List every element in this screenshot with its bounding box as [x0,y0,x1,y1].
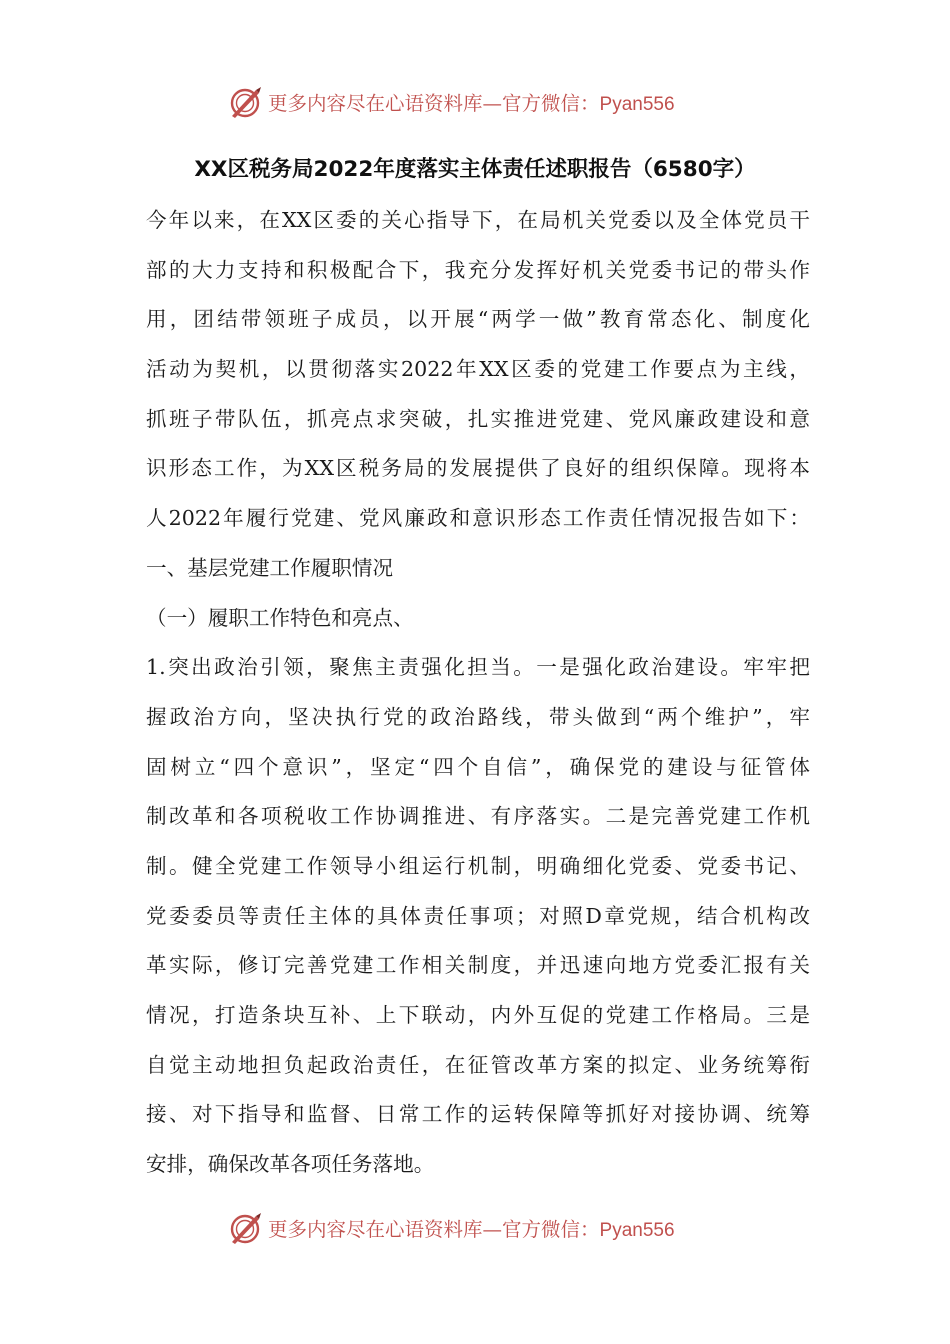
section-heading: 一、基层党建工作履职情况 [146,555,394,580]
wechat-id: Pyan556 [599,94,675,115]
pen-circle-logo-icon [228,1210,264,1246]
body-line: 情况，打造条块互补、上下联动，内外互促的党建工作格局。三是 [146,1003,810,1027]
body-line: 用，团结带领班子成员，以开展“两学一做”教育常态化、制度化 [146,307,810,332]
body-line: 抓班子带队伍，抓亮点求突破，扎实推进党建、党风廉政建设和意 [146,406,810,431]
footer-watermark-banner [228,1206,748,1250]
banner-text: 更多内容尽在心语资料库—官方微信：Pyan556 [268,1218,675,1241]
body-line: 识形态工作，为XX区税务局的发展提供了良好的组织保障。现将本 [146,456,810,481]
document-title: XX区税务局2022年度落实主体责任述职报告（6580字） [194,157,756,182]
wechat-id: Pyan556 [599,1220,675,1241]
body-line: 人2022年履行党建、党风廉政和意识形态工作责任情况报告如下： [146,506,810,531]
pen-circle-logo-icon [228,84,264,120]
body-line: 1.突出政治引领，聚焦主责强化担当。一是强化政治建设。牢牢把 [146,655,810,680]
body-line: 接、对下指导和监督、日常工作的运转保障等抓好对接协调、统筹 [146,1102,810,1127]
body-line: 安排，确保改革各项任务落地。 [146,1152,435,1177]
body-line: 握政治方向，坚决执行党的政治路线，带头做到“两个维护”，牢 [146,704,810,729]
subsection-heading: （一）履职工作特色和亮点、 [146,605,414,630]
body-line: 固树立“四个意识”，坚定“四个自信”，确保党的建设与征管体 [146,754,810,779]
body-line: 自觉主动地担负起政治责任，在征管改革方案的拟定、业务统筹衔 [146,1052,810,1077]
body-line: 今年以来，在XX区委的关心指导下，在局机关党委以及全体党员干 [146,208,810,232]
body-line: 部的大力支持和积极配合下，我充分发挥好机关党委书记的带头作 [146,257,810,282]
body-line: 制。健全党建工作领导小组运行机制，明确细化党委、党委书记、 [146,853,810,878]
body-line: 党委委员等责任主体的具体责任事项；对照D章党规，结合机构改 [146,903,810,928]
banner-text: 更多内容尽在心语资料库—官方微信：Pyan556 [268,92,675,115]
body-line: 活动为契机，以贯彻落实2022年XX区委的党建工作要点为主线， [146,357,810,382]
body-line: 革实际，修订完善党建工作相关制度，并迅速向地方党委汇报有关 [146,953,810,978]
header-watermark-banner [228,80,748,124]
body-line: 制改革和各项税收工作协调推进、有序落实。二是完善党建工作机 [146,804,810,829]
document-body [146,196,810,1190]
